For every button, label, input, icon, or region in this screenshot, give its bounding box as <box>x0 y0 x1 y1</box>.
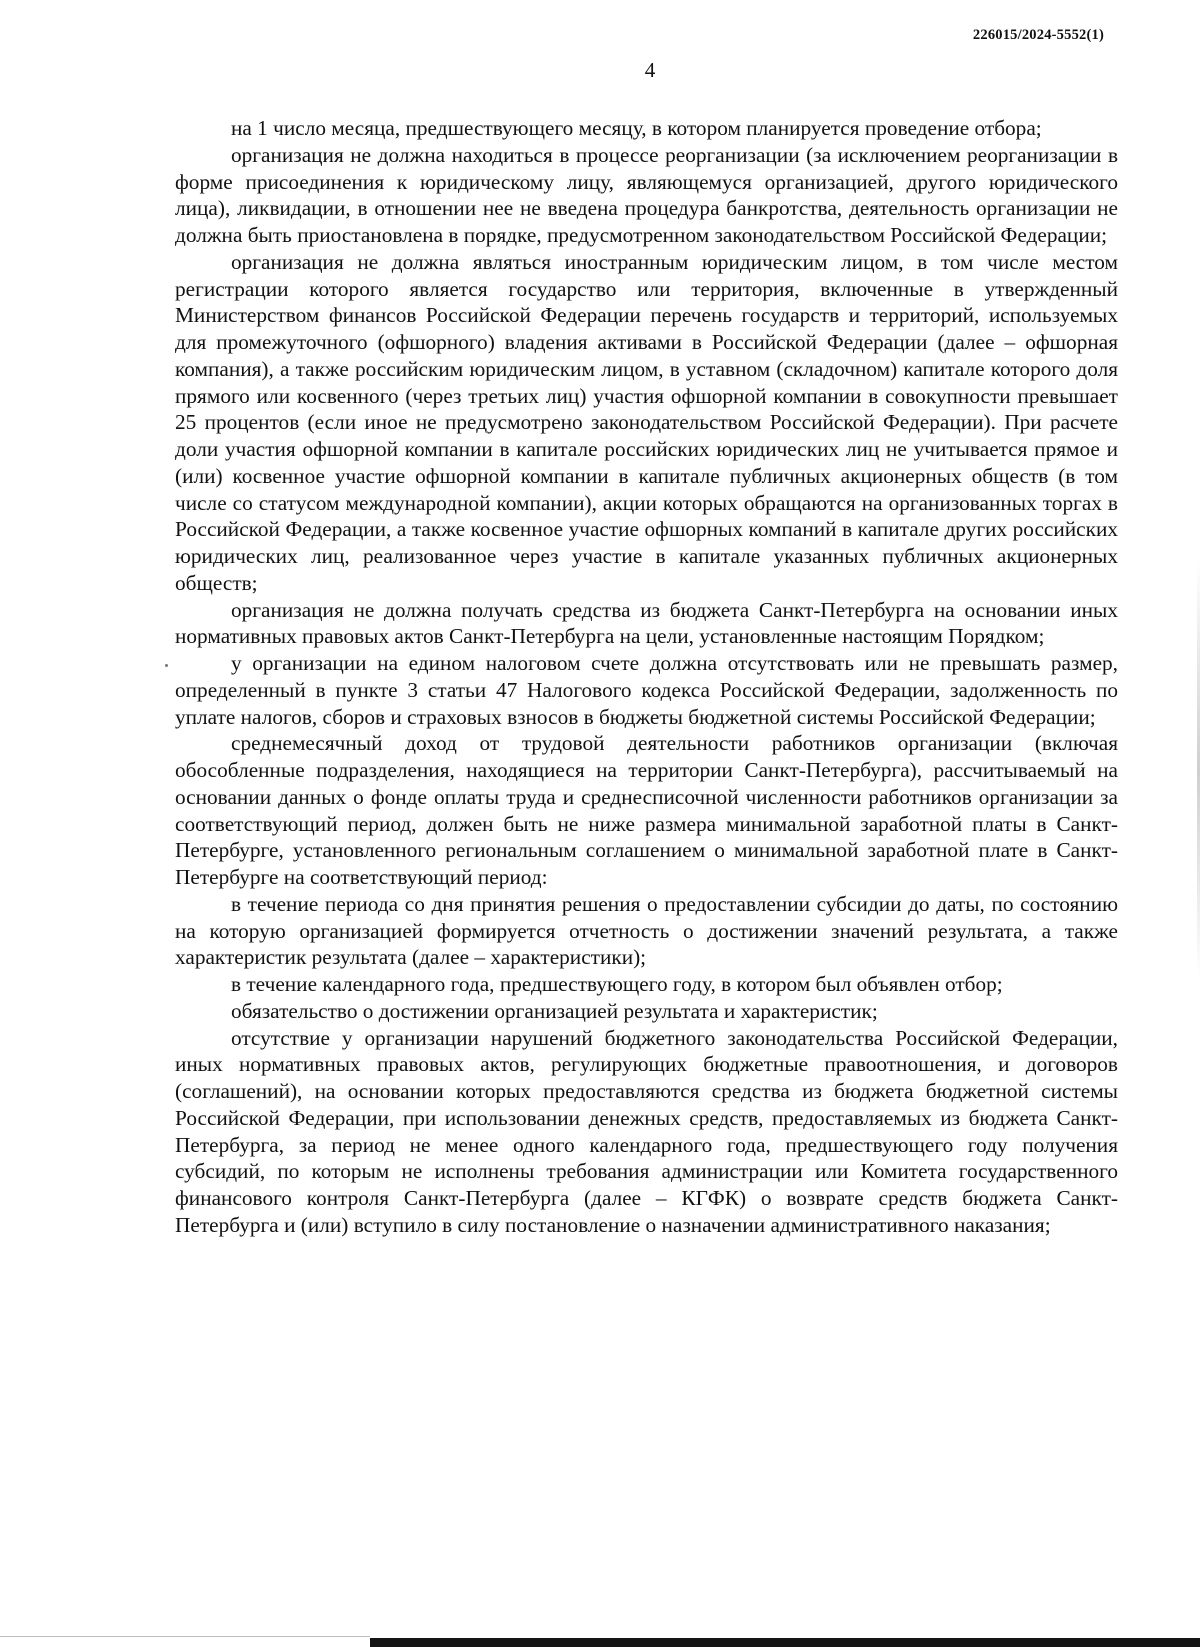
page-number: 4 <box>644 58 656 82</box>
paragraph-7: в течение периода со дня принятия решения о предоставлении субсидии до даты, по состоянию на которую организацией формируется отчетность о достижении значений результата, а также характеристик результата (далее – характеристики); <box>175 891 1118 970</box>
scan-edge-bottom <box>370 1638 1200 1647</box>
scan-speck <box>165 664 168 667</box>
document-registration-number: 226015/2024-5552(1) <box>972 27 1104 43</box>
document-body <box>175 115 1118 1239</box>
paragraph-6: среднемесячный доход от трудовой деятельности работников организации (включая обособленные подразделения, находящиеся на территории Санкт-Петербурга), рассчитываемый на основании данных о фонде оплаты труда и среднесписочной численности работников организации за соответствующий период, должен быть не ниже размера минимальной заработной платы в Санкт-Петербурге, установленного региональным соглашением о минимальной заработной плате в Санкт-Петербурге на соответствующий период: <box>175 731 1118 889</box>
paragraph-3: организация не должна являться иностранным юридическим лицом, в том числе местом регистрации которого является государство или территория, включенные в утвержденный Министерством финансов Российской Федерации перечень государств и территорий, используемых для промежуточного (офшорного) владения активами в Российской Федерации (далее – офшорная компания), а также российским юридическим лицом, в уставном (складочном) капитале которого доля прямого или косвенного (через третьих лиц) участия офшорной компании в совокупности превышает 25 процентов (если иное не предусмотрено законодательством Российской Федерации). При расчете доли участия офшорной компании в капитале российских юридических лиц не учитывается прямое и (или) косвенное участие офшорной компании в капитале публичных акционерных обществ (в том числе со статусом международной компании), акции которых обращаются на организованных торгах в Российской Федерации, а также косвенное участие офшорных компаний в капитале других российских юридических лиц, реализованное через участие в капитале указанных публичных акционерных обществ; <box>175 249 1118 595</box>
paragraph-8: в течение календарного года, предшествующего году, в котором был объявлен отбор; <box>231 972 1003 996</box>
paragraph-2: организация не должна находиться в процессе реорганизации (за исключением реорганизации в форме присоединения к юридическому лицу, являющемуся организацией, другого юридического лица), ликвидации, в отношении нее не введена процедура банкротства, деятельность организации не должна быть приостановлена в порядке, предусмотренном законодательством Российской Федерации; <box>175 142 1118 247</box>
paragraph-5: у организации на едином налоговом счете должна отсутствовать или не превышать размер, определенный в пункте 3 статьи 47 Налогового кодекса Российской Федерации, задолженность по уплате налогов, сборов и страховых взносов в бюджеты бюджетной системы Российской Федерации; <box>175 651 1118 729</box>
paragraph-4: организация не должна получать средства из бюджета Санкт-Петербурга на основании иных нормативных правовых актов Санкт-Петербурга на цели, установленные настоящим Порядком; <box>175 597 1118 649</box>
scan-edge-line <box>0 1636 370 1637</box>
paragraph-1: на 1 число месяца, предшествующего месяцу, в котором планируется проведение отбора; <box>231 116 1042 140</box>
paragraph-9: обязательство о достижении организацией результата и характеристик; <box>231 998 878 1023</box>
paragraph-10: отсутствие у организации нарушений бюджетного законодательства Российской Федерации, иных нормативных правовых актов, регулирующих бюджетные правоотношения, и договоров (соглашений), на основании которых предоставляются средства из бюджета бюджетной системы Российской Федерации, при использовании денежных средств, предоставляемых из бюджета Санкт-Петербурга, за период не менее одного календарного года, предшествующего году получения субсидий, по которым не исполнены требования администрации или Комитета государственного финансового контроля Санкт-Петербурга (далее – КГФК) о возврате средств бюджета Санкт-Петербурга и (или) вступило в силу постановление о назначении административного наказания; <box>175 1025 1118 1237</box>
